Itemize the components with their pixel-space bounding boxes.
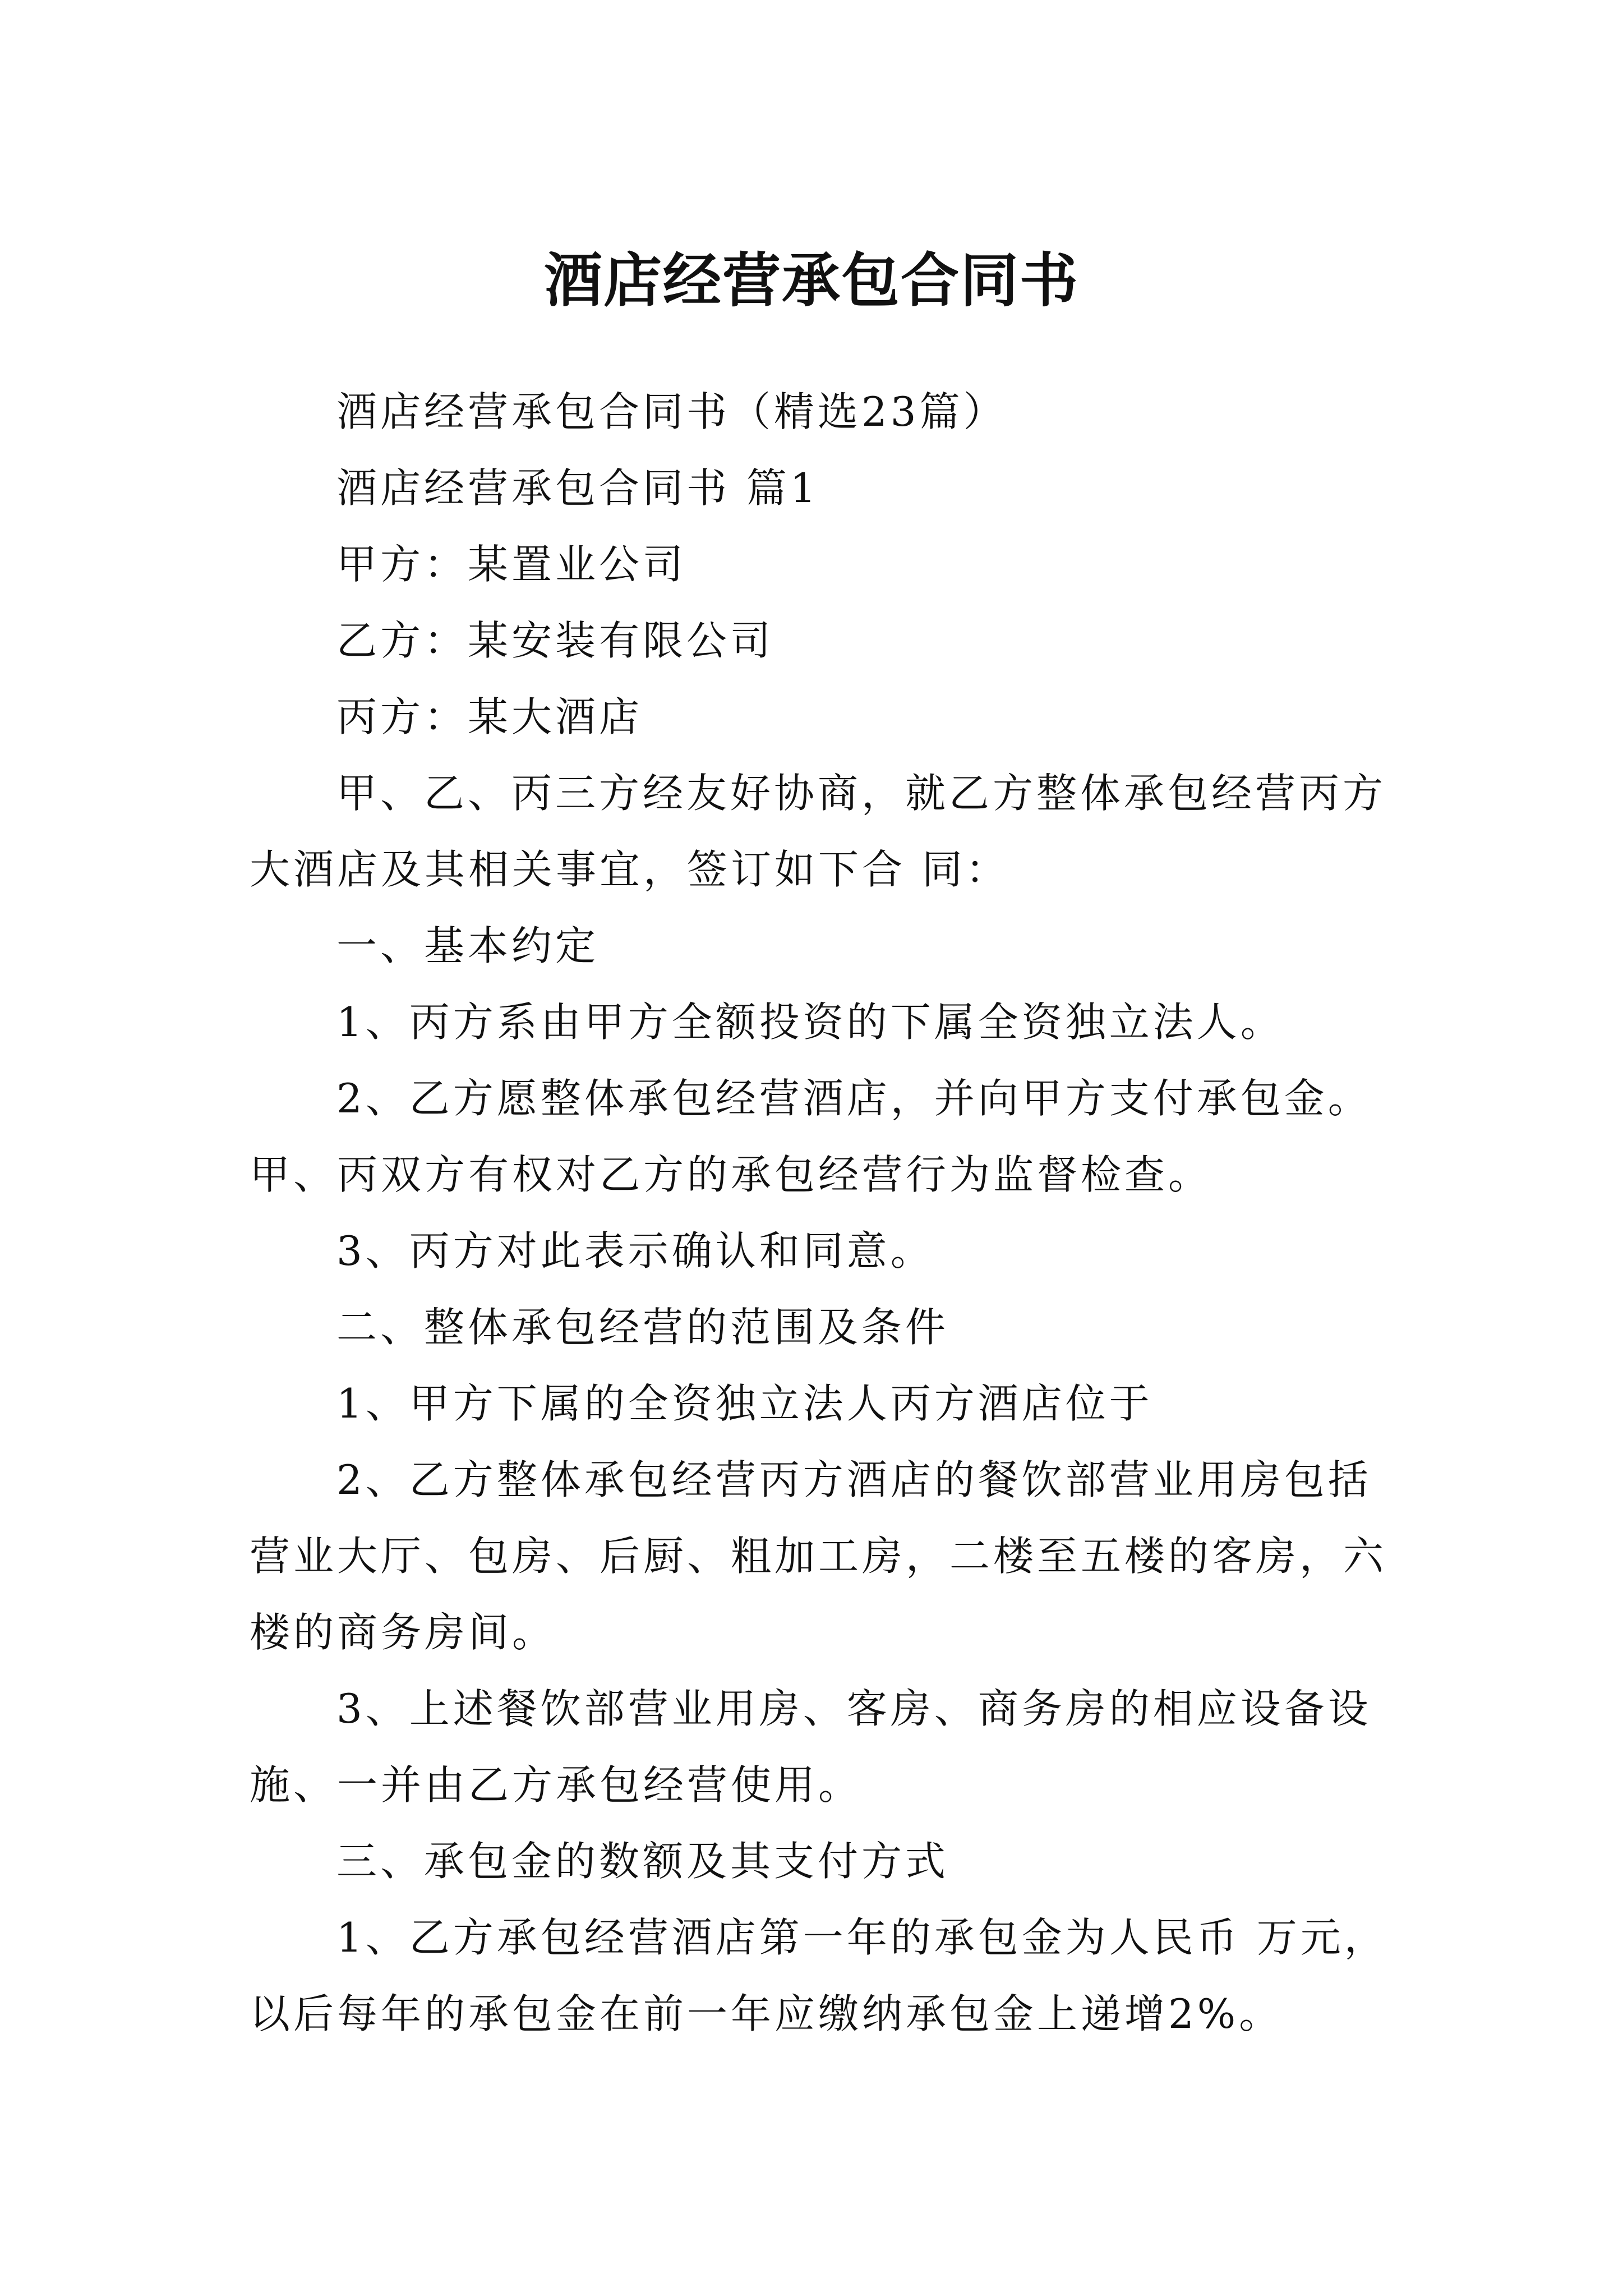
clause-1-1: 1、丙方系由甲方全额投资的下属全资独立法人。 xyxy=(336,999,1284,1046)
paragraph-preamble: 甲、乙、丙三方经友好协商，就乙方整体承包经营丙方大酒店及其相关事宜，签订如下合 同： xyxy=(250,770,1387,893)
clause-1-3: 3、丙方对此表示确认和同意。 xyxy=(336,1227,934,1274)
section-heading-1: 一、基本约定 xyxy=(336,922,600,969)
paragraph-party-a: 甲方：某置业公司 xyxy=(336,541,687,588)
clause-2-3: 3、上述餐饮部营业用房、客房、商务房的相应设备设施、一并由乙方承包经营使用。 xyxy=(250,1685,1372,1809)
paragraph-party-b: 乙方：某安装有限公司 xyxy=(336,617,774,664)
section-heading-2: 二、整体承包经营的范围及条件 xyxy=(336,1304,949,1351)
paragraph-party-c: 丙方：某大酒店 xyxy=(336,693,643,740)
paragraph-part-heading: 酒店经营承包合同书 篇1 xyxy=(336,464,819,512)
section-heading-3: 三、承包金的数额及其支付方式 xyxy=(336,1838,949,1885)
clause-2-1: 1、甲方下属的全资独立法人丙方酒店位于 xyxy=(336,1380,1153,1427)
clause-2-2: 2、乙方整体承包经营丙方酒店的餐饮部营业用房包括营业大厅、包房、后厨、粗加工房，二楼至五楼的客房，六楼的商务房间。 xyxy=(250,1456,1387,1656)
document-title: 酒店经营承包合同书 xyxy=(543,245,1079,315)
clause-3-1: 1、乙方承包经营酒店第一年的承包金为人民币 万元，以后每年的承包金在前一年应缴纳承包金上递增2%。 xyxy=(250,1914,1388,2037)
clause-1-2: 2、乙方愿整体承包经营酒店，并向甲方支付承包金。甲、丙双方有权对乙方的承包经营行为监督检查。 xyxy=(250,1075,1372,1198)
paragraph-subtitle: 酒店经营承包合同书（精选23篇） xyxy=(336,388,1007,435)
document-body xyxy=(250,374,1394,2052)
